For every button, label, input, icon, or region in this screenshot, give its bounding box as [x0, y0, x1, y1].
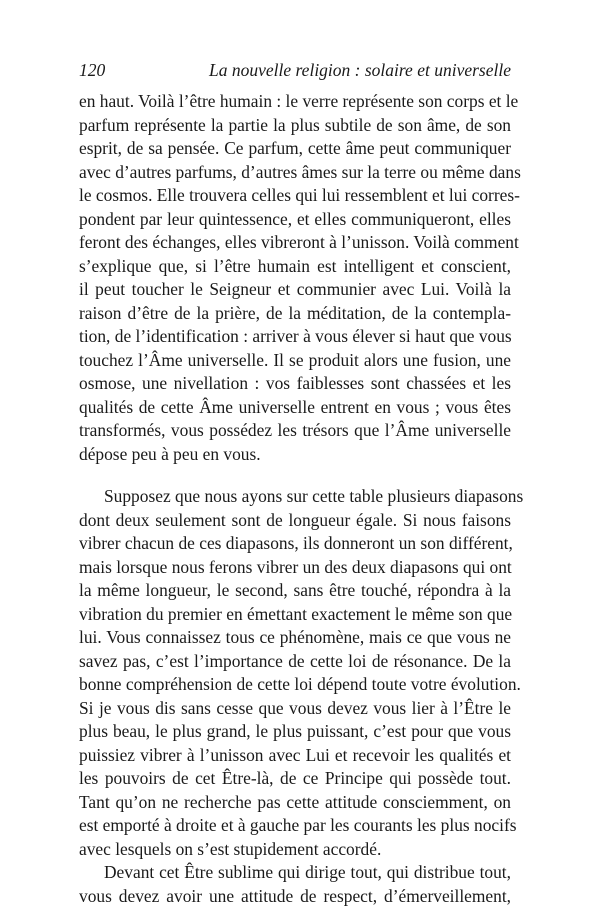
text-line: puissiez vibrer à l’unisson avec Lui et recevoir les qualités et — [79, 744, 511, 768]
text-line: feront des échanges, elles vibreront à l’unisson. Voilà comment — [79, 231, 511, 255]
text-line: dont deux seulement sont de longueur égale. Si nous faisons — [79, 509, 511, 533]
text-line: la même longueur, le second, sans être touché, répondra à la — [79, 579, 511, 603]
text-line: touchez l’Âme universelle. Il se produit alors une fusion, une — [79, 349, 511, 373]
text-line: lui. Vous connaissez tous ce phénomène, mais ce que vous ne — [79, 626, 511, 650]
text-line: avec lesquels on s’est stupidement accordé. — [79, 838, 511, 862]
text-line: osmose, une nivellation : vos faiblesses sont chassées et les — [79, 372, 511, 396]
text-line: savez pas, c’est l’importance de cette loi de résonance. De la — [79, 650, 511, 674]
text-line: tion, de l’identification : arriver à vous élever si haut que vous — [79, 325, 511, 349]
text-line: Si je vous dis sans cesse que vous devez vous lier à l’Être le — [79, 697, 511, 721]
text-line: Devant cet Être sublime qui dirige tout, qui distribue tout, — [79, 861, 511, 885]
text-line: raison d’être de la prière, de la méditation, de la contempla- — [79, 302, 511, 326]
text-line: Supposez que nous ayons sur cette table plusieurs diapasons — [79, 485, 511, 509]
text-line: vibration du premier en émettant exactement le même son que — [79, 603, 511, 627]
text-line: esprit, de sa pensée. Ce parfum, cette âme peut communiquer — [79, 137, 511, 161]
paragraph — [79, 861, 511, 908]
text-line: bonne compréhension de cette loi dépend toute votre évolution. — [79, 673, 511, 697]
text-line: en haut. Voilà l’être humain : le verre représente son corps et le — [79, 90, 511, 114]
text-line: pondent par leur quintessence, et elles communiqueront, elles — [79, 208, 511, 232]
paragraph — [79, 90, 511, 466]
paragraph-gap — [79, 466, 511, 485]
page-number: 120 — [79, 58, 105, 82]
text-line: dépose peu à peu en vous. — [79, 443, 511, 467]
running-header — [79, 58, 511, 82]
text-line: mais lorsque nous ferons vibrer un des deux diapasons qui ont — [79, 556, 511, 580]
text-line: avec d’autres parfums, d’autres âmes sur la terre ou même dans — [79, 161, 511, 185]
text-line: est emporté à droite et à gauche par les courants les plus nocifs — [79, 814, 511, 838]
body-text — [79, 90, 511, 908]
text-line: parfum représente la partie la plus subtile de son âme, de son — [79, 114, 511, 138]
paragraph — [79, 485, 511, 861]
text-line: les pouvoirs de cet Être-là, de ce Principe qui possède tout. — [79, 767, 511, 791]
text-line: s’explique que, si l’être humain est intelligent et conscient, — [79, 255, 511, 279]
text-line: vous devez avoir une attitude de respect, d’émerveillement, — [79, 885, 511, 908]
text-line: transformés, vous possédez les trésors que l’Âme universelle — [79, 419, 511, 443]
running-title: La nouvelle religion : solaire et universelle — [209, 58, 511, 82]
text-line: vibrer chacun de ces diapasons, ils donneront un son différent, — [79, 532, 511, 556]
text-line: plus beau, le plus grand, le plus puissant, c’est pour que vous — [79, 720, 511, 744]
text-line: le cosmos. Elle trouvera celles qui lui ressemblent et lui corres- — [79, 184, 511, 208]
text-line: Tant qu’on ne recherche pas cette attitude consciemment, on — [79, 791, 511, 815]
text-line: qualités de cette Âme universelle entrent en vous ; vous êtes — [79, 396, 511, 420]
text-line: il peut toucher le Seigneur et communier avec Lui. Voilà la — [79, 278, 511, 302]
